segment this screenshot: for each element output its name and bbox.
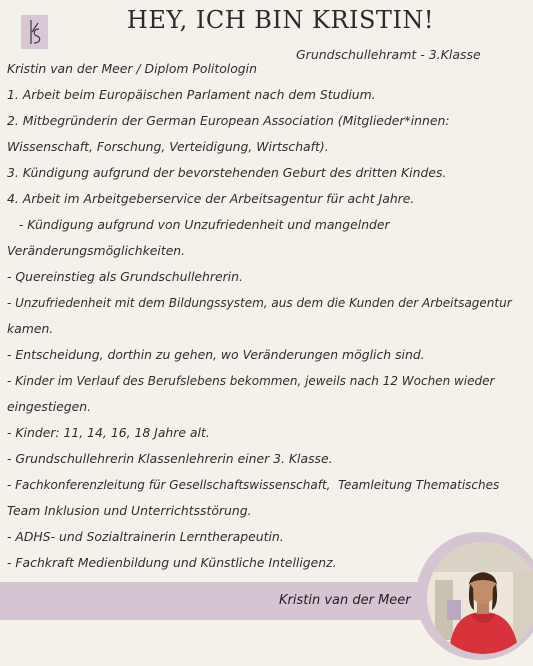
biography-list bbox=[7, 56, 527, 576]
portrait-photo bbox=[427, 542, 533, 654]
biography-line: 2. Mitbegründerin der German European Association (Mitglieder*innen: bbox=[7, 113, 450, 128]
biography-line: - Entscheidung, dorthin zu gehen, wo Veränderungen möglich sind. bbox=[7, 347, 425, 362]
biography-line: 4. Arbeit im Arbeitgeberservice der Arbeitsagentur für acht Jahre. bbox=[7, 191, 415, 206]
biography-line: - ADHS- und Sozialtrainerin Lerntherapeutin. bbox=[7, 529, 284, 544]
biography-line: - Kinder im Verlauf des Berufslebens bekommen, jeweils nach 12 Wochen wieder bbox=[7, 374, 495, 388]
biography-line: - Fachkonferenzleitung für Gesellschaftswissenschaft, Teamleitung Thematisches bbox=[7, 478, 500, 492]
biography-line: kamen. bbox=[7, 321, 54, 336]
page-subtitle: Grundschullehramt - 3.Klasse bbox=[296, 47, 481, 62]
biography-line: 1. Arbeit beim Europäischen Parlament nach dem Studium. bbox=[7, 87, 376, 102]
biography-line: - Grundschullehrerin Klassenlehrerin einer 3. Klasse. bbox=[7, 451, 333, 466]
biography-line: Kristin van der Meer / Diplom Politologin bbox=[7, 61, 257, 76]
biography-line: 3. Kündigung aufgrund der bevorstehenden Geburt des dritten Kindes. bbox=[7, 165, 447, 180]
biography-line: Wissenschaft, Forschung, Verteidigung, Wirtschaft). bbox=[7, 139, 329, 154]
biography-line: - Unzufriedenheit mit dem Bildungssystem, aus dem die Kunden der Arbeitsagentur bbox=[7, 296, 512, 310]
biography-line: Veränderungsmöglichkeiten. bbox=[7, 243, 186, 258]
page-title: HEY, ICH BIN KRISTIN! bbox=[126, 6, 435, 34]
biography-line: eingestiegen. bbox=[7, 399, 92, 414]
biography-line: Team Inklusion und Unterrichtsstörung. bbox=[7, 503, 252, 518]
biography-line: - Quereinstieg als Grundschullehrerin. bbox=[7, 269, 243, 284]
biography-line: - Kinder: 11, 14, 16, 18 Jahre alt. bbox=[7, 425, 210, 440]
biography-line: - Fachkraft Medienbildung und Künstliche Intelligenz. bbox=[7, 555, 337, 570]
footer-name: Kristin van der Meer bbox=[279, 593, 411, 608]
biography-line: - Kündigung aufgrund von Unzufriedenheit und mangelnder bbox=[7, 217, 390, 232]
